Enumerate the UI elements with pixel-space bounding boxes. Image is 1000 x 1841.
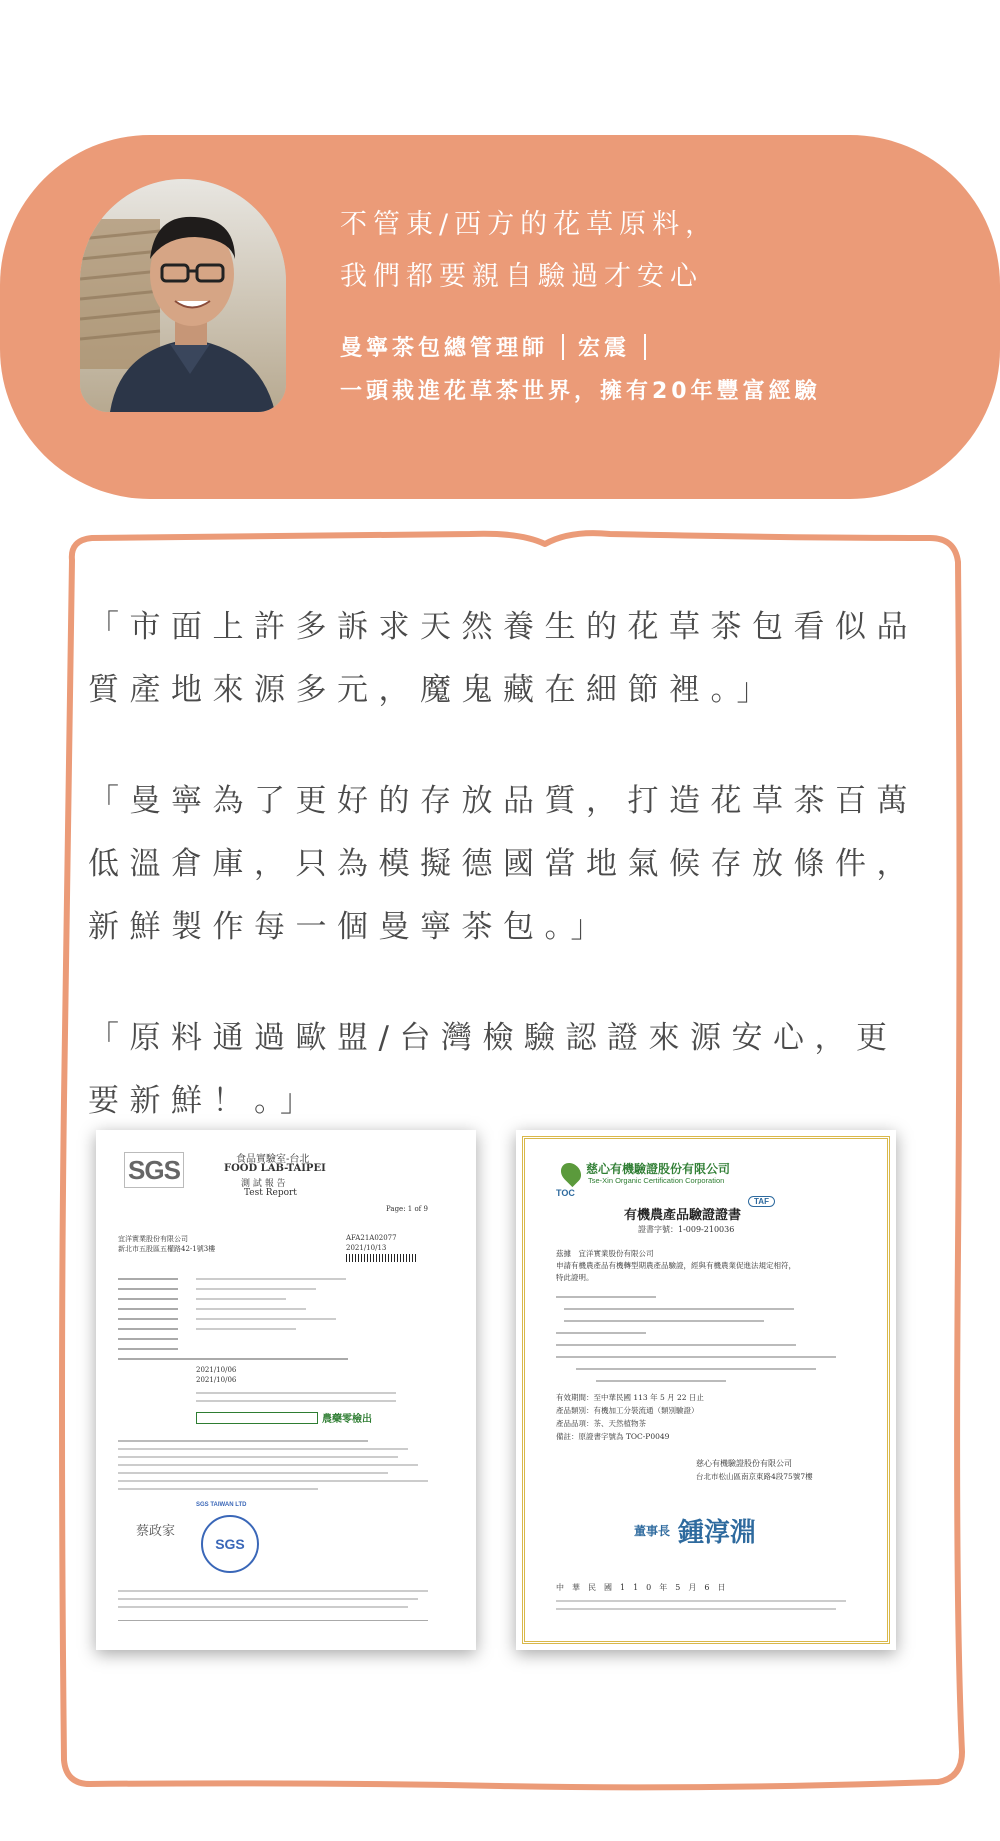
field-rule: [118, 1464, 418, 1466]
toc-issue-date: 中 華 民 國 1 1 0 年 5 月 6 日: [556, 1583, 726, 1592]
field-rule: [196, 1392, 396, 1394]
sgs-lab-en: FOOD LAB-TAIPEI: [224, 1163, 326, 1174]
field-rule: [556, 1332, 646, 1334]
field-rule: [118, 1348, 178, 1350]
sgs-received-date: 2021/10/06: [196, 1366, 237, 1374]
toc-issuer-address: 台北市松山區南京東路4段75號7樓: [696, 1472, 813, 1481]
toc-valid-period: 有效期間：至中華民國 113 年 5 月 22 日止: [556, 1393, 704, 1402]
toc-company-zh: 慈心有機驗證股份有限公司: [586, 1162, 731, 1176]
field-rule: [576, 1368, 816, 1370]
sgs-page: Page: 1 of 9: [386, 1205, 428, 1213]
field-rule: [118, 1488, 318, 1490]
report-footer: [118, 1620, 428, 1635]
field-rule: [118, 1298, 178, 1300]
field-rule: [196, 1400, 396, 1402]
sgs-test-report: [96, 1130, 476, 1650]
sgs-client: 宜洋實業股份有限公司: [118, 1235, 188, 1243]
toc-intro-3: 特此證明。: [556, 1273, 594, 1282]
field-rule: [556, 1600, 846, 1602]
quote-3: 「原料通過歐盟/台灣檢驗認證來源安心，更要新鮮！。」: [88, 1020, 898, 1119]
barcode: [346, 1254, 416, 1262]
field-rule: [118, 1278, 178, 1280]
toc-remark: 備註：原證書字號為 TOC-P0049: [556, 1432, 670, 1441]
field-rule: [196, 1308, 306, 1310]
sgs-seal-text: SGS TAIWAN LTD: [196, 1502, 247, 1508]
field-rule: [196, 1288, 316, 1290]
field-rule: [118, 1456, 398, 1458]
certificates: [96, 1130, 926, 1660]
toc-category: 產品類別：有機加工分裝流通（類別驗證）: [556, 1406, 699, 1415]
field-rule: [596, 1380, 726, 1382]
field-rule: [556, 1356, 836, 1358]
expert-name: 宏震: [578, 336, 631, 361]
field-rule: [196, 1278, 346, 1280]
field-rule: [118, 1606, 408, 1608]
field-rule: [196, 1298, 286, 1300]
toc-product: 產品品項：茶、天然植物茶: [556, 1419, 646, 1428]
quote-1: 「市面上許多訴求天然養生的花草茶包看似品質產地來源多元，魔鬼藏在細節裡。」: [88, 609, 918, 708]
field-rule: [556, 1608, 836, 1610]
taf-badge: TAF: [748, 1196, 775, 1207]
field-rule: [118, 1318, 178, 1320]
sgs-report-date: 2021/10/13: [346, 1244, 387, 1252]
quote-2: 「曼寧為了更好的存放品質，打造花草茶百萬低溫倉庫，只為模擬德國當地氣候存放條件，新鮮製作每一個曼寧茶包。」: [88, 783, 918, 945]
toc-company-en: Tse-Xin Organic Certification Corporation: [588, 1176, 725, 1185]
hero-headline-1: 不管東/西方的花草原料，: [340, 209, 719, 240]
sgs-report-no: AFA21A02077: [346, 1234, 397, 1242]
expert-experience: 一頭栽進花草茶世界，擁有20年豐富經驗: [340, 379, 821, 404]
sgs-signer: 蔡政家: [136, 1524, 176, 1539]
sgs-title-en: Test Report: [244, 1188, 297, 1198]
field-rule: [118, 1598, 418, 1600]
toc-chairman-label: 董事長: [634, 1524, 671, 1538]
field-rule: [564, 1308, 794, 1310]
field-rule: [556, 1296, 656, 1298]
toc-logo: TOC: [556, 1188, 575, 1198]
toc-cert-no: 證書字號：1-009-210036: [638, 1225, 735, 1234]
sgs-logo: SGS: [124, 1152, 184, 1188]
field-rule: [118, 1308, 178, 1310]
toc-chairman-signature: 鍾淳淵: [678, 1518, 757, 1548]
toc-title: 有機農產品驗證證書: [624, 1208, 742, 1223]
field-rule: [118, 1448, 408, 1450]
sgs-lab-zh: 食品實驗室-台北: [236, 1154, 310, 1165]
quotes-section: [88, 596, 928, 1181]
sgs-seal-logo: SGS: [215, 1536, 245, 1552]
result-box: [196, 1412, 318, 1424]
field-rule: [196, 1318, 336, 1320]
hero-headline-2: 我們都要親自驗過才安心: [340, 261, 703, 292]
sgs-tested-date: 2021/10/06: [196, 1376, 237, 1384]
field-rule: [118, 1480, 428, 1482]
field-rule: [118, 1590, 428, 1592]
field-rule: [118, 1472, 388, 1474]
field-rule: [556, 1344, 796, 1346]
toc-issuer: 慈心有機驗證股份有限公司: [696, 1459, 792, 1468]
field-rule: [196, 1328, 296, 1330]
field-rule: [118, 1328, 178, 1330]
sgs-zero-pesticide: 農藥零檢出: [322, 1414, 372, 1425]
toc-organic-certificate: [516, 1130, 896, 1650]
sgs-address: 新北市五股區五權路42-1號3樓: [118, 1245, 216, 1253]
field-rule: [118, 1440, 368, 1442]
field-rule: [118, 1288, 178, 1290]
toc-intro-2: 申請有機農產品有機轉型期農產品驗證，經與有機農業促進法規定相符，: [556, 1261, 796, 1270]
field-rule: [564, 1320, 764, 1322]
sgs-title-zh: 測 試 報 告: [241, 1179, 286, 1189]
field-rule: [118, 1338, 178, 1340]
field-rule: [118, 1358, 348, 1360]
sgs-seal: [201, 1515, 259, 1573]
toc-intro: 茲據 宜洋實業股份有限公司: [556, 1249, 654, 1258]
expert-role: 曼寧茶包總管理師: [340, 336, 549, 361]
